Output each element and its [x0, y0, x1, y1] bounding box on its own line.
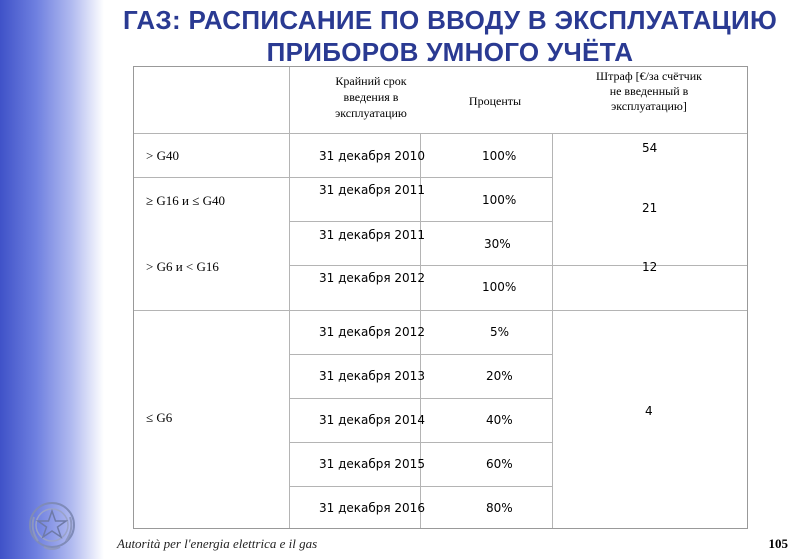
percent-cell: 60% — [486, 457, 513, 471]
fine-cell: 54 — [642, 141, 658, 155]
title-line-1: ГАЗ: РАСПИСАНИЕ ПО ВВОДУ В ЭКСПЛУАТАЦИЮ — [122, 5, 778, 35]
row-divider — [289, 398, 552, 399]
header-deadline: Крайний срок введения в эксплуатацию — [335, 74, 407, 120]
title-line-2: ПРИБОРОВ УМНОГО УЧЁТА — [266, 37, 634, 67]
footer-organization: Autorità per l'energia elettrica e il gas — [117, 536, 318, 551]
row-divider — [289, 354, 552, 355]
row-divider — [289, 221, 552, 222]
percent-cell: 20% — [486, 369, 513, 383]
schedule-table — [133, 66, 748, 529]
deadline-cell: 31 декабря 2011 — [319, 228, 425, 242]
percent-cell: 100% — [482, 280, 517, 294]
emblem-star-icon — [26, 495, 78, 551]
percent-cell: 100% — [482, 193, 517, 207]
page-number: 105 — [768, 536, 788, 551]
deadline-cell: 31 декабря 2013 — [319, 369, 425, 383]
percent-cell: 100% — [482, 149, 517, 163]
category-gt-g40: > G40 — [146, 148, 179, 163]
percent-cell: 5% — [490, 325, 510, 339]
category-g16-g40: ≥ G16 и ≤ G40 — [146, 193, 226, 208]
header-fine: Штраф [€/за счётчик не введенный в эксплуатацию] — [596, 69, 702, 113]
percent-cell: 80% — [486, 501, 513, 515]
category-g6-g16: > G6 и < G16 — [146, 259, 219, 274]
deadline-cell: 31 декабря 2010 — [319, 149, 425, 163]
deadline-cell: 31 декабря 2015 — [319, 457, 425, 471]
deadline-cell: 31 декабря 2014 — [319, 413, 425, 427]
row-divider — [289, 486, 552, 487]
deadline-cell: 31 декабря 2016 — [319, 501, 425, 515]
deadline-cell: 31 декабря 2012 — [319, 271, 425, 285]
deadline-cell: 31 декабря 2012 — [319, 325, 425, 339]
row-divider — [289, 265, 747, 266]
col-divider-3 — [552, 133, 553, 528]
left-gradient-bar — [0, 0, 104, 559]
deadline-cell: 31 декабря 2011 — [319, 183, 425, 197]
percent-cell: 30% — [484, 237, 511, 251]
fine-cell: 12 — [642, 260, 658, 274]
header-percent: Проценты — [468, 94, 522, 108]
slide-title — [104, 4, 796, 68]
percent-cell: 40% — [486, 413, 513, 427]
row-divider — [134, 177, 552, 178]
col-divider-1 — [289, 67, 290, 528]
row-divider — [134, 133, 747, 134]
category-le-g6: ≤ G6 — [146, 410, 173, 425]
row-divider — [289, 442, 552, 443]
fine-cell: 21 — [642, 201, 658, 215]
row-divider — [134, 310, 747, 311]
fine-cell: 4 — [645, 404, 653, 418]
